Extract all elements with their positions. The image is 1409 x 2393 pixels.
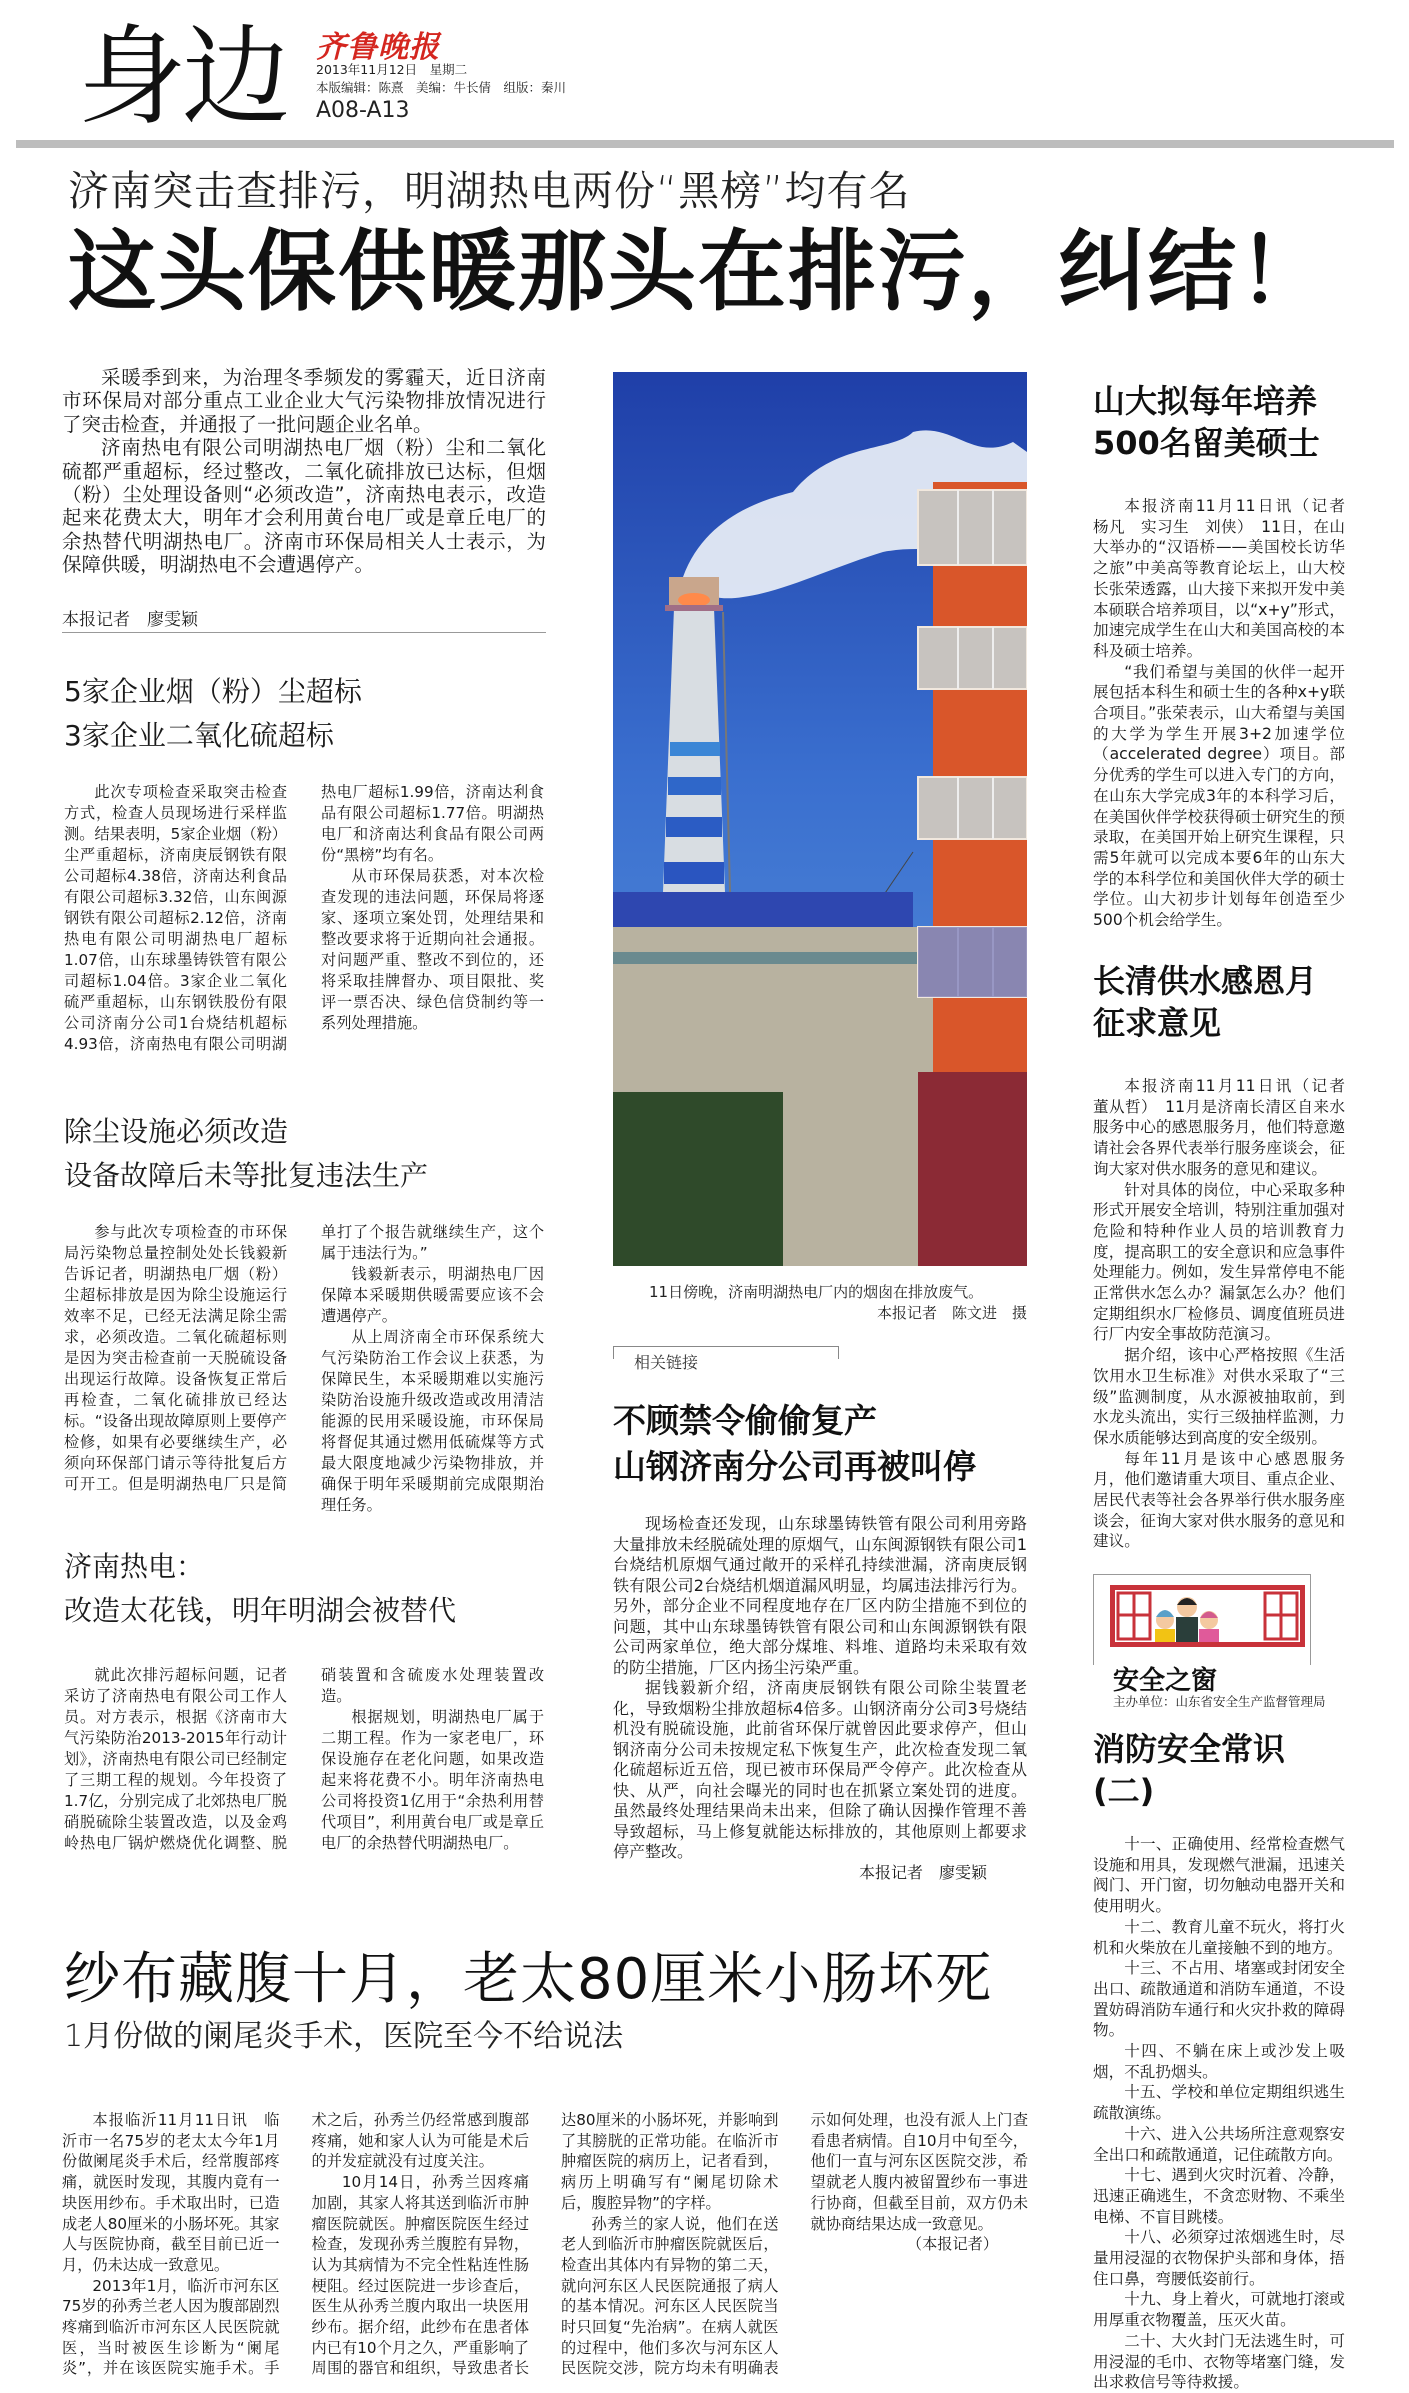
lead-intro	[62, 366, 546, 577]
section-title: 身边	[78, 15, 287, 140]
fire-safety-list	[1093, 1834, 1345, 2393]
paragraph: 根据规划，明湖热电厂属于二期工程。作为一家老电厂，环保设施存在老化问题，如果改造起来将花费不小。明年济南热电公司将投资1亿用于“余热利用替代项目”，利用黄台电厂或是章丘电厂的余热替代明湖热电厂。	[321, 1708, 544, 1852]
list-item: 十五、学校和单位定期组织逃生疏散演练。	[1093, 2083, 1345, 2123]
paragraph: 钱毅新表示，明湖热电厂因保障本采暖期供暖需要应该不会遭遇停产。	[321, 1265, 544, 1325]
section-heading: 5家企业烟（粉）尘超标	[64, 675, 362, 708]
article-body	[1093, 1076, 1361, 1552]
section-dust-equipment	[64, 1110, 544, 1516]
section-heading: 济南热电：	[64, 1550, 205, 1583]
paragraph: 此次专项检查采取突击检查方式，检查人员现场进行采样监测。结果表明，5家企业烟（粉）尘严重超标，济南庚辰钢铁有限公司超标4.38倍，济南达利食品有限公司超标3.32倍，山东闽源钢铁有限公司超标2.12倍，济南热电有限公司明湖热电厂超标1.07倍，山东球墨铸铁管有限公司超标1.04倍。3家企业二氧化硫严重超标，山东钢铁股份有限公司济南分公司1台烧结机超标4.93倍，济南热电有限公司明湖热电厂超标1.99倍，济南达利食品有限公司超标1.77倍。明湖热电厂和济南达利食品有限公司两份“黑榜”均有名。	[64, 783, 544, 1053]
safety-window-sponsor: 主办单位：山东省安全生产监督管理局	[1113, 1694, 1326, 1709]
section-body	[64, 1222, 544, 1516]
section-jinan-thermal	[64, 1545, 544, 1854]
paragraph: 针对具体的岗位，中心采取多种形式开展安全培训，特别注重加强对危险和特种作业人员的培训教育力度，提高职工的安全意识和应急事件处理能力。例如，发生异常停电不能正常供水怎么办？漏氯怎么办？他们定期组织水厂检修员、调度值班员进行厂内安全事故防范演习。	[1093, 1180, 1345, 1344]
lead-headline: 这头保供暖那头在排污，纠结！	[68, 220, 1329, 323]
changqing-article	[1093, 960, 1361, 1552]
paragraph: 本报济南11月11日讯（记者 杨凡 实习生 刘侠） 11日，在山大举办的“汉语桥——美国校长访华之旅”中美高等教育论坛上，山大校长张荣透露，山大接下来拟开发中美本硕联合培养项目，以“x+y”形式，加速完成学生在山大和美国高校的本科及硕士培养。	[1093, 497, 1361, 660]
section-heading: 设备故障后未等批复违法生产	[64, 1159, 429, 1192]
article-heading: 消防安全常识(二)	[1093, 1730, 1286, 1810]
fire-safety-article	[1093, 1728, 1345, 2393]
article-body	[1093, 496, 1361, 931]
list-item: 十八、必须穿过浓烟逃生时，尽量用浸湿的衣物保护头部和身体，捂住口鼻，弯腰低姿前行。	[1093, 2228, 1345, 2288]
section-heading: 改造太花钱，明年明湖会被替代	[64, 1594, 457, 1627]
intro-paragraph: 采暖季到来，为治理冬季频发的雾霾天，近日济南市环保局对部分重点工业企业大气污染物排放情况进行了突击检查，并通报了一批问题企业名单。	[62, 366, 546, 436]
related-body	[613, 1514, 1027, 1883]
page-range: A08-A13	[316, 98, 410, 123]
paragraph: “我们希望与美国的伙伴一起开展包括本科生和硕士生的各种x+y联合项目。”张荣表示，山大希望与美国的大学为学生开展3+2加速学位（accelerated degree）项目。部分优秀的学生可以进入专门的方向，在山东大学完成3年的本科学习后，在美国伙伴学校获得硕士研究生的预录取，在美国开始上研究生课程，只需5年就可以完成本要6年的山东大学的本科学位和美国伙伴大学的硕士学位。山大初步计划每年创造至少500个机会给学生。	[1093, 662, 1345, 930]
article-heading: 山大拟每年培养	[1093, 382, 1318, 420]
lead-byline: 本报记者 廖雯颖	[62, 610, 198, 630]
paragraph: 从上周济南全市环保系统大气污染防治工作会议上获悉，为保障民生，本采暖期难以实施污染防治设施升级改造或改用清洁能源的民用采暖设施，市环保局将督促其通过燃用低硫煤等方式最大限度地减少污染物排放，并确保于明年采暖期前完成限期治理任务。	[321, 1328, 544, 1514]
section-heading: 除尘设施必须改造	[64, 1115, 289, 1148]
list-item: 十一、正确使用、经常检查燃气设施和用具，发现燃气泄漏，迅速关阀门、开门窗，切勿触动电器开关和使用明火。	[1093, 1835, 1345, 1916]
lead-kicker: 济南突击查排污，明湖热电两份“黑榜”均有名	[68, 167, 911, 215]
caption-text: 11日傍晚，济南明湖热电厂内的烟囱在排放废气。	[649, 1283, 984, 1301]
paragraph: 本报临沂11月11日讯 临沂市一名75岁的老太太今年1月份做阑尾炎手术后，经常腹部疼痛，就医时发现，其腹内竟有一块医用纱布。手术取出时，已造成老人80厘米的小肠坏死。其家人与医院协商，截至目前已近一月，仍未达成一致意见。	[62, 2111, 280, 2274]
paragraph: 10月14日，孙秀兰因疼痛加剧，其家人将其送到临沂市肿瘤医院就医。肿瘤医院医生经过检查，发现孙秀兰腹腔有异物，认为其病情为不完全性粘连性肠梗阻。经过医院进一步诊查后，医生从孙秀兰腹内取出一块医用纱布。据介绍，此纱布在患者体内已有10个月之久，严重影响了周围的器官和组织，导致患者长达80厘米的小肠坏死，并影响到了其膀胱的正常功能。在临沂市肿瘤医院的病历上，记者看到，病历上明确写有“阑尾切除术后，腹腔异物”的字样。	[311, 2111, 779, 2378]
list-item: 十四、不躺在床上或沙发上吸烟，不乱扔烟头。	[1093, 2042, 1345, 2081]
paragraph: 参与此次专项检查的市环保局污染物总量控制处处长钱毅新告诉记者，明湖热电厂烟（粉）尘超标排放是因为除尘设施运行效率不足，已经无法满足除尘需求，必须改造。二氧化硫超标则是因为突击检查前一天脱硫设备出现运行故障。设备恢复正常后再检查，二氧化硫排放已经达标。“设备出现故障原则上要停产检修，如果有必要继续生产，必须向环保部门请示等待批复后方可开工。但是明湖热电厂只是简单打了个报告就继续生产，这个属于违法行为。”	[64, 1223, 544, 1493]
article-heading: 长清供水感恩月	[1093, 962, 1318, 1000]
article-heading: 500名留美硕士	[1093, 424, 1320, 462]
list-item: 十六、进入公共场所注意观察安全出口和疏散通道，记住疏散方向。	[1093, 2124, 1345, 2164]
photo-credit: 本报记者 陈文进 摄	[876, 1304, 1027, 1322]
related-byline: 本报记者 廖雯颖	[858, 1862, 987, 1882]
paragraph: 就此次排污超标问题，记者采访了济南热电有限公司工作人员。对方表示，根据《济南市大气污染防治2013-2015年行动计划》，济南热电有限公司已经制定了三期工程的规划。今年投资了1.7亿，分别完成了北郊热电厂脱硝脱硫除尘装置改造，以及金鸡岭热电厂锅炉燃烧优化调整、脱硝装置和含硫废水处理装置改造。	[64, 1666, 544, 1852]
article-heading: 征求意见	[1093, 1004, 1222, 1042]
section-body	[64, 1665, 544, 1854]
photo-caption	[613, 1282, 1027, 1324]
paragraph: 2013年1月，临沂市河东区75岁的孙秀兰老人因为腹部剧烈疼痛到临沂市河东区人民医院就医，当时被医生诊断为“阑尾炎”，并在该医院实施手术。手术之后，孙秀兰仍经常感到腹部疼痛，她和家人认为可能是术后的并发症就没有过度关注。	[62, 2111, 529, 2378]
staff-credits: 本版编辑：陈熹 美编：牛长倩 组版：秦川	[316, 80, 567, 95]
intro-divider	[62, 632, 546, 633]
bottom-byline: （本报记者）	[906, 2235, 998, 2254]
bottom-headline: 纱布藏腹十月，老太80厘米小肠坏死	[64, 1947, 993, 2012]
section-emissions	[64, 670, 544, 1055]
paragraph: 每年11月是该中心感恩服务月，他们邀请重大项目、重点企业、居民代表等社会各界举行供水服务座谈会，征询大家对供水服务的意见和建议。	[1093, 1449, 1345, 1551]
chimney-photo	[613, 372, 1027, 1266]
paragraph: 现场检查还发现，山东球墨铸铁管有限公司利用旁路大量排放未经脱硫处理的原烟气，山东闽源钢铁有限公司1台烧结机原烟气通过敞开的采样孔持续泄漏，济南庚辰钢铁有限公司2台烧结机烟道漏风明显，均属违法排污行为。另外，部分企业不同程度地存在厂区内防尘措施不到位的问题，其中山东球墨铸铁管有限公司和山东闽源钢铁有限公司两家单位，绝大部分煤堆、料堆、道路均未采取有效的防尘措施，厂区内扬尘污染严重。	[613, 1514, 1027, 1677]
safety-window-illustration	[1110, 1585, 1305, 1647]
list-item: 十七、遇到火灾时沉着、冷静，迅速正确逃生，不贪恋财物、不乘坐电梯、不盲目跳楼。	[1093, 2166, 1345, 2226]
related-headline	[613, 1398, 976, 1490]
shanda-article	[1093, 380, 1361, 931]
section-heading: 3家企业二氧化硫超标	[64, 719, 334, 752]
paragraph: 本报济南11月11日讯（记者 董从哲） 11月是济南长清区自来水服务中心的感恩服务月，他们特意邀请社会各界代表举行服务座谈会，征询大家对供水服务的意见和建议。	[1093, 1077, 1361, 1178]
paragraph: 据钱毅新介绍，济南庚辰钢铁有限公司除尘装置老化，导致烟粉尘排放超标4倍多。山钢济南分公司3号烧结机没有脱硫设施，此前省环保厅就曾因此要求停产，但山钢济南分公司未按规定私下恢复生产，此次检查发现二氧化硫超标近五倍，现已被市环保局严令停产。此次检查从快、从严，向社会曝光的同时也在抓紧立案处罚的进度。虽然最终处理结果尚未出来，但除了确认因操作管理不善导致超标，马上修复就能达标排放的，其他原则上都要求停产整改。	[613, 1678, 1027, 1861]
headline-line: 不顾禁令偷偷复产	[613, 1401, 877, 1440]
issue-date: 2013年11月12日 星期二	[316, 62, 468, 77]
related-link-label: 相关链接	[634, 1350, 708, 1373]
paragraph: 孙秀兰的家人说，他们在送老人到临沂市肿瘤医院就医后，检查出其体内有异物的第二天，就向河东区人民医院通报了病人的基本情况。河东区人民医院当时只回复“先治病”。在病人就医的过程中，他们多次与河东区人民医院交涉，院方均未有明确表示如何处理，也没有派人上门查看患者病情。自10月中旬至今，他们一直与河东区医院交涉，希望就老人腹内被留置纱布一事进行协商，但截至目前，双方仍未就协商结果达成一致意见。	[561, 2111, 1028, 2378]
newspaper-logo: 齐鲁晚报	[316, 30, 440, 65]
section-body	[64, 782, 544, 1055]
list-item: 十九、身上着火，可就地打滚或用厚重衣物覆盖，压灭火苗。	[1093, 2290, 1345, 2330]
paragraph: 据介绍，该中心严格按照《生活饮用水卫生标准》对供水采取了“三级”监测制度，从水源被抽取前，到水龙头流出，实行三级抽样监测，力保水质能够达到高度的安全级别。	[1093, 1346, 1345, 1447]
paragraph: 从市环保局获悉，对本次检查发现的违法问题，环保局将逐家、逐项立案处罚，处理结果和整改要求将于近期向社会通报。对问题严重、整改不到位的，还将采取挂牌督办、项目限批、奖评一票否决、绿色信贷制约等一系列处理措施。	[321, 867, 544, 1032]
bottom-body	[62, 2110, 1028, 2383]
intro-paragraph: 济南热电有限公司明湖热电厂烟（粉）尘和二氧化硫都严重超标，经过整改，二氧化硫排放已达标，但烟（粉）尘处理设备则“必须改造”，济南热电表示，改造起来花费太大，明年才会利用黄台电厂或是章丘电厂的余热替代明湖热电厂。济南市环保局相关人士表示，为保障供暖，明湖热电不会遭遇停产。	[62, 436, 546, 577]
list-item: 十二、教育儿童不玩火，将打火机和火柴放在儿童接触不到的地方。	[1093, 1917, 1345, 1957]
header-divider	[16, 140, 1394, 148]
safety-window-title: 安全之窗	[1113, 1660, 1225, 1697]
list-item: 二十、大火封门无法逃生时，可用浸湿的毛巾、衣物等堵塞门缝，发出求救信号等待救援。	[1093, 2331, 1345, 2392]
list-item: 十三、不占用、堵塞或封闭安全出口、疏散通道和消防车通道，不设置妨碍消防车通行和火灾扑救的障碍物。	[1093, 1959, 1345, 2040]
headline-line: 山钢济南分公司再被叫停	[613, 1447, 976, 1486]
bottom-subheadline: 1月份做的阑尾炎手术，医院至今不给说法	[64, 2019, 624, 2054]
